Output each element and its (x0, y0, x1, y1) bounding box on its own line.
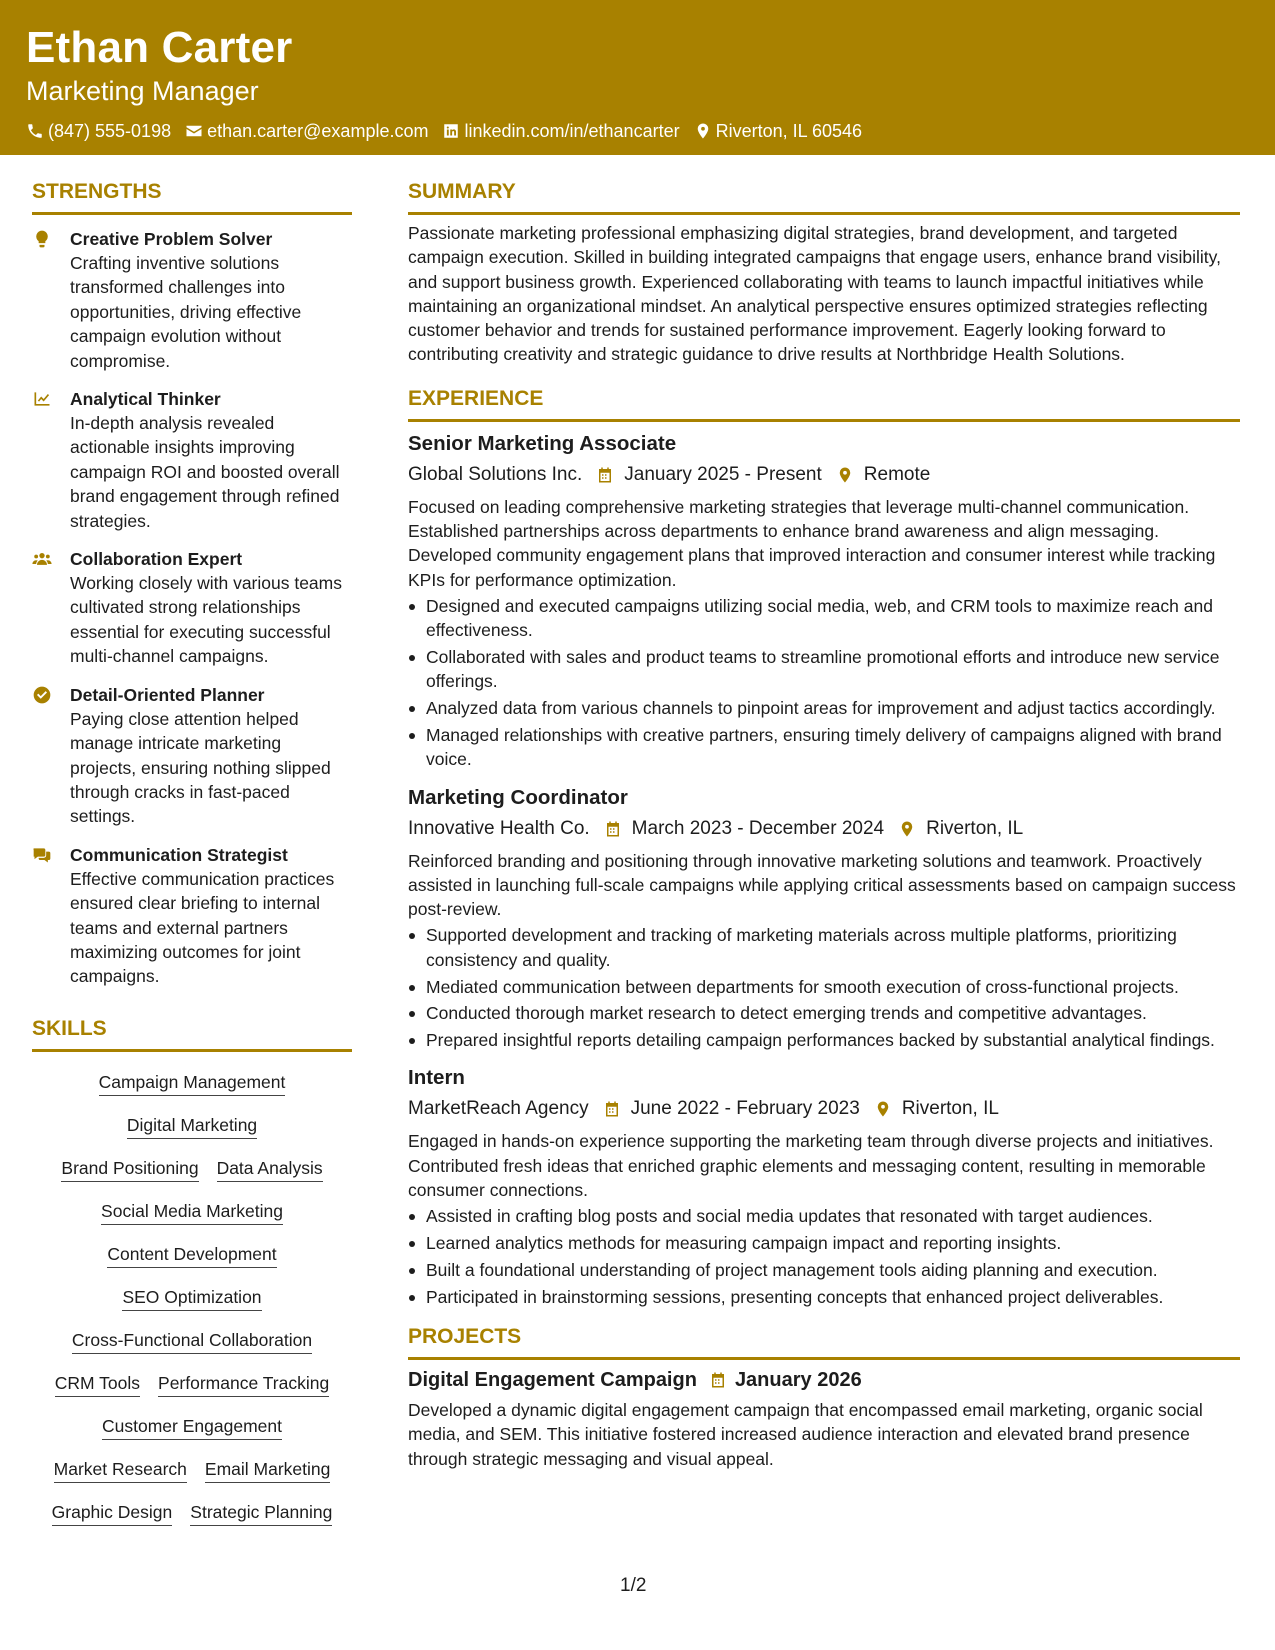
bullet-item: Analyzed data from various channels to pinpoint areas for improvement and adjust tactics accordingly. (408, 696, 1240, 720)
job-company: Global Solutions Inc. (408, 463, 583, 485)
skill-row (32, 1457, 352, 1483)
summary-heading: SUMMARY (408, 178, 1240, 215)
strength-title: Collaboration Expert (70, 549, 243, 570)
skill-tag: CRM Tools (55, 1371, 140, 1397)
skills-section (32, 1015, 352, 1526)
candidate-name: Ethan Carter (26, 23, 293, 72)
bullet-item: Built a foundational understanding of project management tools aiding planning and execution. (408, 1258, 1240, 1282)
contact-linkedin[interactable] (442, 120, 679, 142)
contact-phone[interactable] (26, 120, 171, 142)
job-entry (408, 1064, 1240, 1309)
skill-tag: Strategic Planning (190, 1500, 332, 1526)
strength-item (32, 843, 352, 989)
skill-row (32, 1285, 352, 1311)
contact-bar (26, 120, 1249, 142)
project-description: Developed a dynamic digital engagement campaign that encompassed email marketing, organic social media, and SEM. This initiative fostered increased audience interaction and elevated brand presence through strategic messaging and visual appeal. (408, 1400, 1203, 1469)
job-entry (408, 784, 1240, 1053)
job-description: Focused on leading comprehensive marketing strategies that leverage multi-channel communication. Established partnerships across departments to enhance brand awareness and align messaging. Developed community engagement plans that improved interaction and consumer interest while tracking KPIs for performance optimization. (408, 496, 1216, 590)
skill-row (32, 1414, 352, 1440)
bullet-item: Mediated communication between departments for smooth execution of cross-functional projects. (408, 975, 1240, 999)
project-header (408, 1366, 1240, 1394)
job-bullets (408, 923, 1240, 1052)
job-bullets (408, 594, 1240, 772)
skill-tag: Brand Positioning (61, 1156, 198, 1182)
envelope-icon (185, 122, 203, 140)
strength-item (32, 683, 352, 829)
phone-text: (847) 555-0198 (48, 121, 172, 141)
job-description: Engaged in hands-on experience supporting the marketing team through diverse projects and initiatives. Contributed fresh ideas that enriched graphic elements and messaging content, resulting in memorable consumer connections. (408, 1131, 1214, 1201)
users-icon (32, 549, 52, 569)
job-company: MarketReach Agency (408, 1098, 589, 1120)
contact-location (694, 120, 862, 142)
lightbulb-icon (32, 229, 52, 249)
skills-heading: SKILLS (32, 1015, 352, 1052)
project-date: January 2026 (734, 1369, 862, 1391)
job-title: Intern (408, 1066, 465, 1090)
bullet-item: Supported development and tracking of marketing materials across multiple platforms, prioritizing consistency and quality. (408, 923, 1240, 972)
linkedin-icon (442, 122, 460, 140)
left-column (32, 178, 352, 1543)
strength-item (32, 547, 352, 669)
skill-row (32, 1113, 352, 1139)
job-location: Riverton, IL (901, 1098, 999, 1120)
job-meta (408, 1095, 1240, 1123)
right-column (408, 178, 1240, 1471)
skill-row (32, 1070, 352, 1096)
bullet-item: Collaborated with sales and product teams to streamline promotional efforts and introduce new service offerings. (408, 645, 1240, 694)
calendar-icon (604, 820, 622, 838)
strength-title: Communication Strategist (70, 844, 288, 865)
resume-header (0, 0, 1275, 155)
bullet-item: Participated in brainstorming sessions, presenting concepts that enhanced project deliverables. (408, 1285, 1240, 1309)
skill-tag: Graphic Design (52, 1500, 173, 1526)
skill-tag: SEO Optimization (122, 1285, 261, 1311)
map-pin-icon (898, 820, 916, 838)
job-description: Reinforced branding and positioning through innovative marketing solutions and teamwork. Proactively assisted in launching full-scale campaigns while applying critical assessments based on campaign success post-review. (408, 850, 1236, 920)
comments-icon (32, 845, 52, 865)
skill-tag: Social Media Marketing (101, 1199, 283, 1225)
skill-tag: Cross-Functional Collaboration (72, 1328, 312, 1354)
skill-row (32, 1156, 352, 1182)
skill-tag: Content Development (107, 1242, 276, 1268)
strength-title: Detail-Oriented Planner (70, 684, 265, 705)
job-bullets (408, 1204, 1240, 1309)
strength-desc: Crafting inventive solutions transformed challenges into opportunities, driving effective campaign evolution without compromise. (70, 253, 302, 371)
job-meta (408, 815, 1240, 843)
skill-row (32, 1371, 352, 1397)
map-pin-icon (836, 466, 854, 484)
skill-tag: Customer Engagement (102, 1414, 282, 1440)
projects-heading: PROJECTS (408, 1323, 1240, 1360)
skill-row (32, 1199, 352, 1225)
skill-tag: Market Research (54, 1457, 187, 1483)
job-meta (408, 461, 1240, 489)
job-dates: March 2023 - December 2024 (631, 817, 885, 839)
calendar-icon (596, 466, 614, 484)
project-title: Digital Engagement Campaign (408, 1369, 697, 1391)
phone-icon (26, 122, 44, 140)
summary-text: Passionate marketing professional emphasizing digital strategies, brand development, and targeted campaign execution. Skilled in building integrated campaigns that engage users, enhance brand visibility, and support business growth. Experienced collaborating with teams to launch impactful initiatives while maintaining an organizational mindset. An analytical perspective ensures optimized strategies reflecting customer behavior and trends for sustained performance improvement. Eagerly looking forward to contributing creativity and strategic guidance to drive results at Northbridge Health Solutions. (408, 223, 1221, 365)
location-text: Riverton, IL 60546 (715, 121, 863, 141)
strength-desc: Working closely with various teams cultivated strong relationships essential for executing successful multi-channel campaigns. (70, 573, 342, 667)
page-number: 1/2 (620, 1575, 647, 1596)
job-location: Riverton, IL (926, 817, 1024, 839)
map-pin-icon (694, 122, 712, 140)
job-location: Remote (863, 463, 931, 485)
experience-heading: EXPERIENCE (408, 385, 1240, 422)
skill-row (32, 1328, 352, 1354)
project-entry (408, 1366, 1240, 1471)
bullet-item: Prepared insightful reports detailing campaign performances backed by substantial analytical findings. (408, 1028, 1240, 1052)
contact-email[interactable] (185, 120, 428, 142)
strength-desc: In-depth analysis revealed actionable insights improving campaign ROI and boosted overall brand engagement through refined strategies. (70, 413, 340, 531)
bullet-item: Managed relationships with creative partners, ensuring timely delivery of campaigns aligned with brand voice. (408, 723, 1240, 772)
strengths-heading: STRENGTHS (32, 178, 352, 215)
job-dates: June 2022 - February 2023 (630, 1098, 860, 1120)
map-pin-icon (874, 1100, 892, 1118)
bullet-item: Learned analytics methods for measuring campaign impact and reporting insights. (408, 1231, 1240, 1255)
job-company: Innovative Health Co. (408, 817, 590, 839)
strength-desc: Paying close attention helped manage intricate marketing projects, ensuring nothing slipped through cracks in fast-paced settings. (70, 708, 331, 827)
strength-desc: Effective communication practices ensured clear briefing to internal teams and external partners maximizing outcomes for joint campaigns. (70, 868, 335, 987)
job-title: Senior Marketing Associate (408, 431, 677, 455)
strength-item (32, 387, 352, 533)
strength-title: Creative Problem Solver (70, 229, 273, 249)
linkedin-text: linkedin.com/in/ethancarter (464, 121, 680, 141)
strength-title: Analytical Thinker (70, 389, 221, 410)
check-circle-icon (32, 685, 52, 705)
job-title: Marketing Coordinator (408, 785, 628, 809)
strength-item (32, 227, 352, 373)
skill-tag: Performance Tracking (158, 1371, 329, 1397)
skill-tag: Campaign Management (99, 1070, 286, 1096)
email-text: ethan.carter@example.com (207, 121, 429, 141)
candidate-title: Marketing Manager (26, 76, 259, 106)
skill-row (32, 1242, 352, 1268)
skill-tag: Email Marketing (205, 1457, 330, 1483)
skill-row (32, 1500, 352, 1526)
calendar-icon (709, 1371, 727, 1389)
skill-tag: Digital Marketing (127, 1113, 257, 1139)
bullet-item: Conducted thorough market research to detect emerging trends and competitive advantages. (408, 1001, 1240, 1025)
calendar-icon (603, 1100, 621, 1118)
job-entry (408, 430, 1240, 772)
bullet-item: Designed and executed campaigns utilizing social media, web, and CRM tools to maximize reach and effectiveness. (408, 594, 1240, 643)
chart-line-icon (32, 389, 52, 409)
job-dates: January 2025 - Present (624, 463, 822, 485)
bullet-item: Assisted in crafting blog posts and social media updates that resonated with target audiences. (408, 1204, 1240, 1228)
skill-tag: Data Analysis (217, 1156, 323, 1182)
